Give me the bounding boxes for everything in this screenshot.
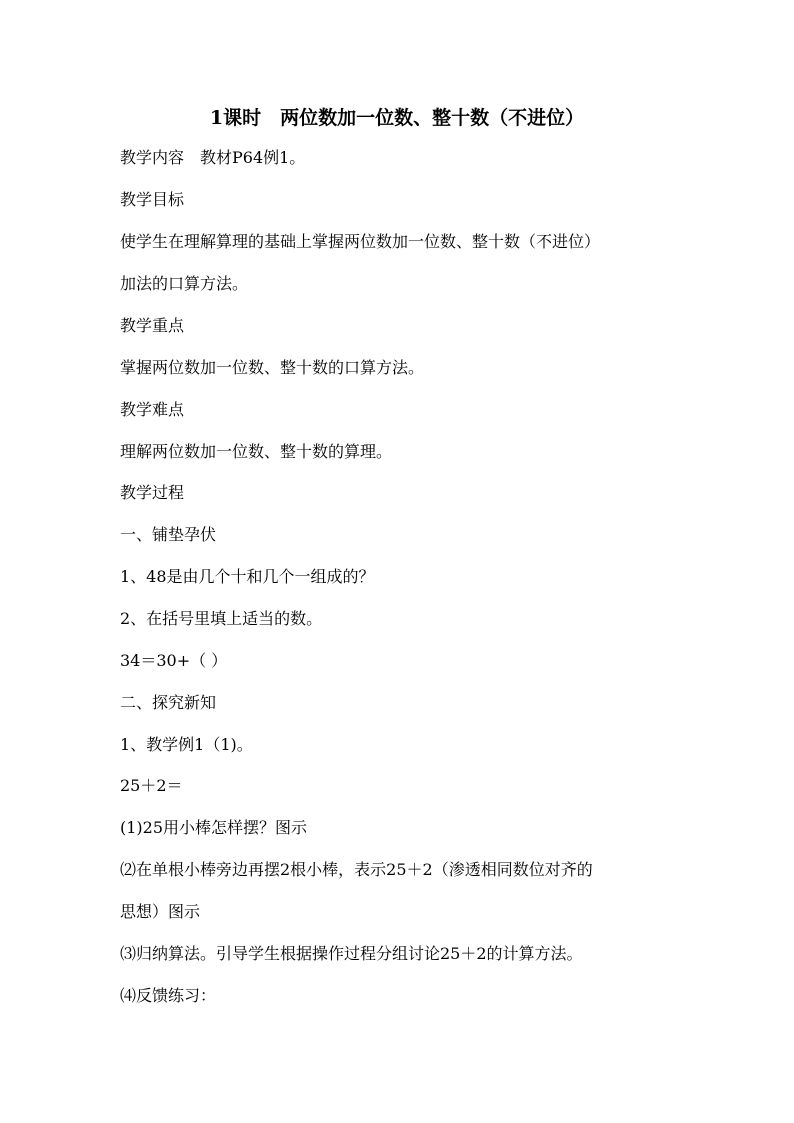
difficulties-text: 理解两位数加一位数、整十数的算理。 xyxy=(120,442,393,461)
key-points-text: 掌握两位数加一位数、整十数的口算方法。 xyxy=(120,358,425,377)
step-2-line-2: 思想）图示 xyxy=(120,902,201,921)
step-4: ⑷反馈练习： xyxy=(120,986,217,1005)
step-2-line-1: ⑵在单根小棒旁边再摆2根小棒，表示25＋2（渗透相同数位对齐的 xyxy=(120,860,593,879)
lesson-title: 1课时 两位数加一位数、整十数（不进位） xyxy=(209,107,585,129)
goals-text-line-1: 使学生在理解算理的基础上掌握两位数加一位数、整十数（不进位） xyxy=(120,232,601,251)
step-1: (1)25用小棒怎样摆？图示 xyxy=(120,818,308,837)
heading-difficulties: 教学难点 xyxy=(120,400,185,419)
section-two-heading: 二、探究新知 xyxy=(120,693,217,712)
fill-in-equation: 34＝30+（ ） xyxy=(120,651,228,670)
goals-text-line-2: 加法的口算方法。 xyxy=(120,274,249,293)
example-equation: 25＋2＝ xyxy=(120,776,183,795)
heading-teaching-process: 教学过程 xyxy=(120,483,185,502)
example-1-heading: 1、教学例1（1)。 xyxy=(120,735,253,754)
heading-teaching-goals: 教学目标 xyxy=(120,190,185,209)
step-3: ⑶归纳算法。引导学生根据操作过程分组讨论25＋2的计算方法。 xyxy=(120,944,583,963)
teaching-content: 教学内容 教材P64例1。 xyxy=(120,148,306,167)
question-2: 2、在括号里填上适当的数。 xyxy=(120,609,323,628)
section-one-heading: 一、铺垫孕伏 xyxy=(120,525,217,544)
question-1: 1、48是由几个十和几个一组成的？ xyxy=(120,567,375,586)
heading-key-points: 教学重点 xyxy=(120,316,185,335)
